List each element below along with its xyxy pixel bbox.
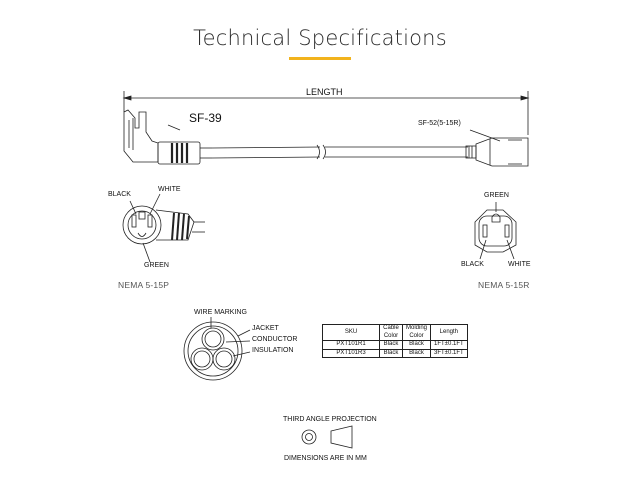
receptacle-white-label: WHITE	[508, 261, 531, 268]
cell-molding-color: Black	[403, 341, 431, 350]
cable-cross-section	[184, 317, 250, 380]
plug-white-label: WHITE	[158, 186, 181, 193]
connector-side-view	[466, 138, 528, 166]
length-dimension-line	[124, 91, 528, 135]
header-molding-color: Molding Color	[403, 325, 431, 341]
table-header-row	[323, 325, 468, 341]
cell-sku: PXT101R3	[323, 349, 380, 358]
length-label: LENGTH	[306, 87, 343, 97]
receptacle-front-view	[475, 202, 516, 259]
cell-cable-color: Black	[380, 349, 403, 358]
plug-caption: NEMA 5-15P	[118, 280, 170, 290]
plug-part-leader	[168, 125, 180, 130]
cell-length: 1FT±0.1FT	[431, 341, 468, 350]
units-label: DIMENSIONS ARE IN MM	[284, 455, 367, 462]
receptacle-black-label: BLACK	[461, 261, 484, 268]
header-cable-color: Cable Color	[380, 325, 403, 341]
wire-marking-label: WIRE MARKING	[194, 309, 247, 316]
connector-part-label: SF-52(5-15R)	[418, 120, 461, 127]
table-row	[323, 341, 468, 350]
header-length: Length	[431, 325, 468, 341]
third-angle-projection-symbol	[302, 426, 352, 448]
plug-black-label: BLACK	[108, 191, 131, 198]
connector-part-leader	[470, 130, 500, 141]
table-row	[323, 349, 468, 358]
cell-sku: PXT101R1	[323, 341, 380, 350]
cell-length: 3FT±0.1FT	[431, 349, 468, 358]
conductor-label: CONDUCTOR	[252, 336, 298, 343]
spec-table	[322, 324, 468, 358]
projection-label: THIRD ANGLE PROJECTION	[283, 416, 377, 423]
receptacle-caption: NEMA 5-15R	[478, 280, 530, 290]
cell-cable-color: Black	[380, 341, 403, 350]
insulation-label: INSULATION	[252, 347, 294, 354]
cell-molding-color: Black	[403, 349, 431, 358]
cable-body	[212, 145, 468, 159]
plug-front-view	[123, 194, 205, 262]
receptacle-green-label: GREEN	[484, 192, 509, 199]
header-sku: SKU	[323, 325, 380, 341]
plug-green-label: GREEN	[144, 262, 169, 269]
jacket-label: JACKET	[252, 325, 279, 332]
page-title: Technical Specifications	[193, 26, 447, 50]
plug-part-label: SF-39	[189, 111, 222, 125]
